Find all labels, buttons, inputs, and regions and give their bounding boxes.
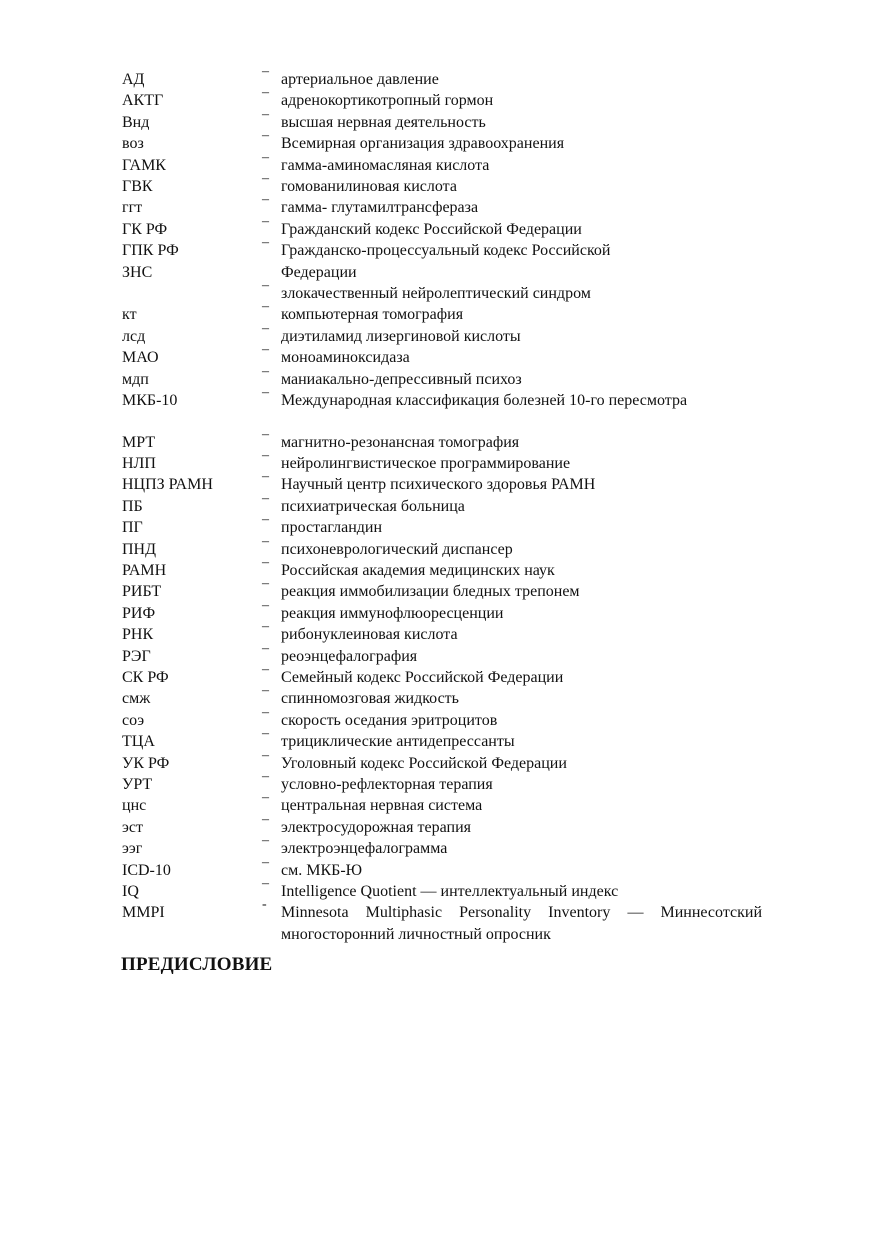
abbreviation: АД xyxy=(122,71,145,88)
abbreviation-row xyxy=(122,854,767,881)
definition: компьютерная томография xyxy=(281,306,464,324)
definition: Уголовный кодекс Российской Федерации xyxy=(281,754,567,772)
abbreviation-row xyxy=(122,554,767,581)
abbreviation: РАМН xyxy=(122,561,167,579)
abbreviation-row xyxy=(122,106,767,133)
definition: см. МКБ-Ю xyxy=(281,861,363,879)
abbreviation: УК РФ xyxy=(122,754,170,772)
definition: психиатрическая больница xyxy=(281,497,465,515)
abbreviation: лсд xyxy=(122,327,146,345)
abbreviation-row xyxy=(122,876,767,902)
definition: трициклические антидепрессанты xyxy=(281,733,515,751)
definition: реакция иммунофлюоресценции xyxy=(281,604,504,622)
definition: диэтиламид лизергиновой кислоты xyxy=(281,327,521,345)
abbreviation-row xyxy=(122,171,767,197)
dash-mark: – xyxy=(262,342,269,358)
abbreviation-row xyxy=(122,790,767,816)
definition: Гражданско-процессуальный кодекс Российской xyxy=(281,242,611,260)
dash-mark: – xyxy=(262,320,269,336)
blank-row xyxy=(122,412,767,432)
dash-separator xyxy=(260,235,281,261)
dash-mark: – xyxy=(262,661,269,677)
dash-mark: - xyxy=(262,897,267,913)
abbreviation: мдп xyxy=(122,370,149,388)
definition: Международная классификация болезней 10-го пересмотра xyxy=(281,392,688,410)
definition: Minnesota Multiphasic Personality Inventory — Миннесотский многосторонний личностный опросник xyxy=(281,904,762,943)
abbreviation-row xyxy=(122,704,767,731)
abbreviation-row xyxy=(122,512,767,538)
abbreviation: АКТГ xyxy=(122,92,164,110)
dash-separator xyxy=(260,897,281,945)
abbreviation: УРТ xyxy=(122,776,153,793)
abbreviation: ГВК xyxy=(122,178,153,196)
definition: реоэнцефалография xyxy=(281,647,418,665)
dash-mark: – xyxy=(262,576,269,592)
dash-mark: – xyxy=(262,64,269,79)
abbreviation: смж xyxy=(122,690,151,708)
definition: электроэнцефалограмма xyxy=(281,840,448,858)
abbreviation-row xyxy=(122,469,767,495)
definition: Семейный кодекс Российской Федерации xyxy=(281,668,564,686)
abbreviation xyxy=(122,283,260,304)
dash-mark: – xyxy=(262,363,269,379)
abbreviation-row xyxy=(122,426,767,453)
abbreviation-row xyxy=(122,85,767,111)
abbreviation-row xyxy=(122,213,767,240)
abbreviation-row xyxy=(122,192,767,218)
dash-mark: – xyxy=(262,640,269,656)
abbreviation: ээг xyxy=(122,840,143,858)
abbreviation: соэ xyxy=(122,711,145,729)
dash-mark: – xyxy=(262,876,269,892)
abbreviation: НЦПЗ РАМН xyxy=(122,476,213,494)
definition: моноаминоксидаза xyxy=(281,349,410,367)
definition: психоневрологический диспансер xyxy=(281,540,513,558)
definition: адренокортикотропный гормон xyxy=(281,92,494,110)
abbreviation-row xyxy=(122,363,767,390)
dash-mark: – xyxy=(262,171,269,187)
dash-mark: – xyxy=(262,769,269,784)
dash-mark: – xyxy=(262,106,269,122)
abbreviation-row xyxy=(122,64,767,90)
abbreviation-row xyxy=(122,299,767,325)
definition: маниакально-депрессивный психоз xyxy=(281,370,522,388)
definition: гамма-аминомасляная кислота xyxy=(281,156,490,174)
abbreviation: СК РФ xyxy=(122,668,169,686)
abbreviation: МРТ xyxy=(122,433,156,451)
definition: Всемирная организация здравоохранения xyxy=(281,135,565,153)
abbreviation-row xyxy=(122,490,767,517)
definition: артериальное давление xyxy=(281,71,439,88)
abbreviation: цнс xyxy=(122,797,147,815)
abbreviation-row xyxy=(122,278,767,304)
abbreviation-row xyxy=(122,726,767,752)
definition: гомованилиновая кислота xyxy=(281,178,457,196)
abbreviation: ГК РФ xyxy=(122,220,168,238)
definition: простагландин xyxy=(281,519,383,537)
dash-mark: – xyxy=(262,278,269,294)
abbreviation: ггт xyxy=(122,199,143,217)
definition: Гражданский кодекс Российской Федерации xyxy=(281,220,582,238)
abbreviation-row xyxy=(122,149,767,176)
abbreviation: МАО xyxy=(122,349,159,367)
abbreviation: ПБ xyxy=(122,497,143,515)
abbreviation-row xyxy=(122,640,767,667)
abbreviation-row xyxy=(122,597,767,624)
abbreviation-row xyxy=(122,661,767,688)
dash-mark: – xyxy=(262,490,269,506)
abbreviation-row xyxy=(122,769,767,795)
dash-mark: – xyxy=(262,533,269,549)
dash-mark: – xyxy=(262,854,269,870)
definition: рибонуклеиновая кислота xyxy=(281,626,458,644)
abbreviation: эст xyxy=(122,818,143,836)
definition: высшая нервная деятельность xyxy=(281,113,486,131)
abbreviation-row xyxy=(122,235,767,261)
definition: Федерации xyxy=(281,263,357,281)
definition: реакция иммобилизации бледных трепонем xyxy=(281,583,580,601)
abbreviation: ЗНС xyxy=(122,263,153,281)
abbreviation-row xyxy=(122,447,767,474)
definition: нейролингвистическое программирование xyxy=(281,454,571,472)
definition: спинномозговая жидкость xyxy=(281,690,459,708)
dash-mark: – xyxy=(262,385,269,401)
abbreviation: воз xyxy=(122,135,144,153)
dash-mark: – xyxy=(262,811,269,827)
abbreviation: кт xyxy=(122,306,137,324)
abbreviation: РЭГ xyxy=(122,647,151,665)
dash-mark: – xyxy=(262,235,269,251)
abbreviation-row xyxy=(122,576,767,602)
definition: Intelligence Quotient — интеллектуальный индекс xyxy=(281,883,619,901)
abbreviation-row xyxy=(122,533,767,560)
abbreviation: РНК xyxy=(122,626,154,644)
definition: магнитно-резонансная томография xyxy=(281,433,520,451)
dash-mark: – xyxy=(262,426,269,442)
abbreviation: ICD-10 xyxy=(122,861,171,879)
section-heading: ПРЕДИСЛОВИЕ xyxy=(121,954,273,975)
abbreviation: ГАМК xyxy=(122,156,166,174)
dash-mark: – xyxy=(262,597,269,613)
dash-mark: – xyxy=(262,747,269,763)
dash-mark: – xyxy=(262,192,269,208)
dash-mark: – xyxy=(262,619,269,635)
abbreviation: МКБ-10 xyxy=(122,392,178,410)
abbreviation: ГПК РФ xyxy=(122,242,179,260)
definition: Научный центр психического здоровья РАМН xyxy=(281,476,596,494)
abbreviation: Внд xyxy=(122,113,150,131)
abbreviation: РИБТ xyxy=(122,583,162,601)
dash-mark: – xyxy=(262,447,269,463)
definition: электросудорожная терапия xyxy=(281,818,471,836)
definition: Российская академия медицинских наук xyxy=(281,561,555,579)
abbreviation-row xyxy=(122,811,767,838)
abbreviation: ТЦА xyxy=(122,733,155,751)
abbreviation-row xyxy=(122,342,767,368)
abbreviation-row xyxy=(122,262,767,283)
dash-mark: – xyxy=(262,554,269,570)
abbreviation: IQ xyxy=(122,883,139,901)
abbreviation-row xyxy=(122,747,767,774)
dash-mark: – xyxy=(262,726,269,742)
abbreviation: НЛП xyxy=(122,454,156,472)
abbreviation-row xyxy=(122,897,767,945)
abbreviation-row xyxy=(122,619,767,645)
dash-mark: – xyxy=(262,128,269,144)
dash-mark: – xyxy=(262,149,269,165)
abbreviation-row xyxy=(122,320,767,347)
dash-mark: – xyxy=(262,85,269,101)
abbreviation: ПНД xyxy=(122,540,157,558)
dash-mark: – xyxy=(262,790,269,806)
abbreviation-row xyxy=(122,128,767,154)
definition: гамма- глутамилтрансфераза xyxy=(281,199,479,217)
definition: центральная нервная система xyxy=(281,797,483,815)
definition: условно-рефлекторная терапия xyxy=(281,776,493,793)
abbreviation: MMPI xyxy=(122,904,165,922)
dash-mark: – xyxy=(262,512,269,528)
dash-mark: – xyxy=(262,213,269,229)
definition: скорость оседания эритроцитов xyxy=(281,711,498,729)
abbreviation: РИФ xyxy=(122,604,156,622)
abbreviation: ПГ xyxy=(122,519,143,537)
dash-mark: – xyxy=(262,704,269,720)
abbreviation-list xyxy=(122,64,767,945)
dash-mark: – xyxy=(262,683,269,699)
definition: злокачественный нейролептический синдром xyxy=(281,285,591,303)
abbreviation-row xyxy=(122,833,767,859)
abbreviation-row xyxy=(122,683,767,709)
dash-separator xyxy=(260,385,281,411)
abbreviation-row xyxy=(122,385,767,411)
dash-mark: – xyxy=(262,299,269,315)
dash-mark: – xyxy=(262,833,269,849)
dash-mark: – xyxy=(262,469,269,485)
